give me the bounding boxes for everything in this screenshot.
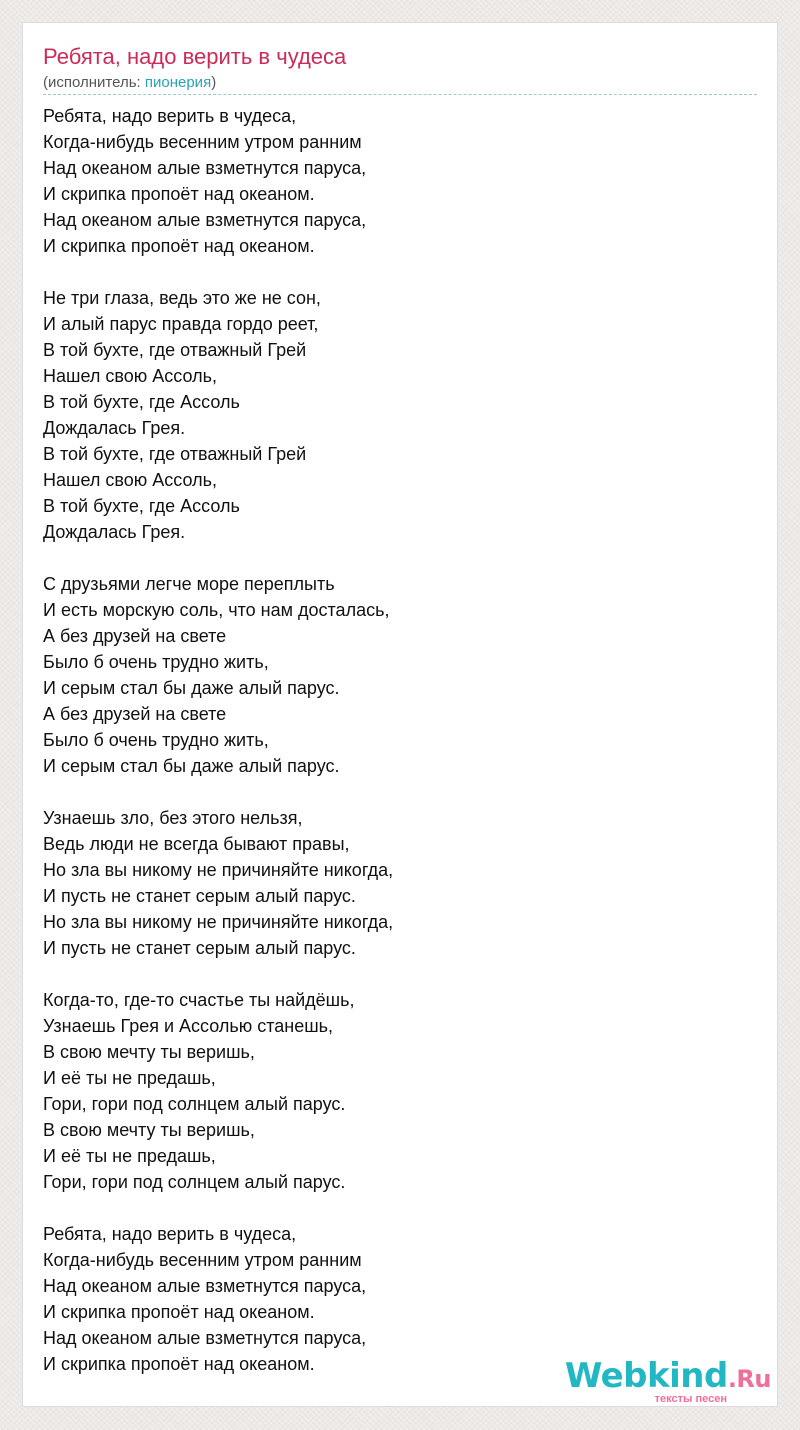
lyrics-line: Узнаешь зло, без этого нельзя,	[43, 808, 303, 828]
lyrics-line: Дождалась Грея.	[43, 522, 186, 542]
lyrics-stanza	[43, 987, 757, 1195]
artist-link[interactable]: пионерия	[144, 74, 212, 91]
lyrics-line: И скрипка пропоёт над океаном.	[43, 184, 315, 204]
lyrics-line: Ребята, надо верить в чудеса,	[43, 106, 297, 126]
lyrics-line: А без друзей на свете	[43, 704, 227, 724]
lyrics-line: В свою мечту ты веришь,	[43, 1042, 255, 1062]
lyrics-line: И пусть не станет серым алый парус.	[43, 886, 356, 906]
artist-suffix: )	[211, 74, 217, 91]
lyrics-line: В той бухте, где Ассоль	[43, 392, 240, 412]
lyrics-stanza	[43, 103, 757, 259]
lyrics-line: Когда-нибудь весенним утром ранним	[43, 1250, 362, 1270]
lyrics-line: В той бухте, где Ассоль	[43, 496, 240, 516]
lyrics-line: В свою мечту ты веришь,	[43, 1120, 255, 1140]
lyrics-line: И скрипка пропоёт над океаном.	[43, 236, 315, 256]
logo-main-text: Webkind	[564, 1356, 728, 1396]
lyrics-line: Когда-то, где-то счастье ты найдёшь,	[43, 990, 355, 1010]
lyrics-line: И алый парус правда гордо реет,	[43, 314, 319, 334]
lyrics-line: В той бухте, где отважный Грей	[43, 444, 307, 464]
lyrics-line: Но зла вы никому не причиняйте никогда,	[43, 912, 394, 932]
lyrics-line: Дождалась Грея.	[43, 418, 186, 438]
lyrics-line: Когда-нибудь весенним утром ранним	[43, 132, 362, 152]
lyrics-line: Гори, гори под солнцем алый парус.	[43, 1172, 346, 1192]
lyrics-card	[22, 22, 778, 1407]
lyrics-line: Узнаешь Грея и Ассолью станешь,	[43, 1016, 334, 1036]
lyrics-stanza	[43, 1221, 757, 1377]
lyrics-line: И её ты не предашь,	[43, 1068, 216, 1088]
lyrics-stanza	[43, 571, 757, 779]
lyrics-line: Гори, гори под солнцем алый парус.	[43, 1094, 346, 1114]
lyrics-line: Но зла вы никому не причиняйте никогда,	[43, 860, 394, 880]
lyrics-line: Ребята, надо верить в чудеса,	[43, 1224, 297, 1244]
lyrics-line: Над океаном алые взметнутся паруса,	[43, 158, 367, 178]
lyrics-body	[43, 103, 757, 1377]
title-divider	[43, 94, 757, 95]
lyrics-line: Ведь люди не всегда бывают правы,	[43, 834, 350, 854]
lyrics-stanza	[43, 285, 757, 545]
lyrics-line: Было б очень трудно жить,	[43, 730, 269, 750]
lyrics-line: Над океаном алые взметнутся паруса,	[43, 210, 367, 230]
logo-suffix-text: .Ru	[727, 1365, 771, 1393]
lyrics-line: Было б очень трудно жить,	[43, 652, 269, 672]
lyrics-line: В той бухте, где отважный Грей	[43, 340, 307, 360]
lyrics-line: Над океаном алые взметнутся паруса,	[43, 1328, 367, 1348]
lyrics-line: И серым стал бы даже алый парус.	[43, 678, 340, 698]
lyrics-stanza	[43, 805, 757, 961]
logo-tagline: тексты песен	[654, 1393, 727, 1405]
lyrics-line: И её ты не предашь,	[43, 1146, 216, 1166]
lyrics-line: Не три глаза, ведь это же не сон,	[43, 288, 321, 308]
lyrics-line: И есть морскую соль, что нам досталась,	[43, 600, 390, 620]
lyrics-line: С друзьями легче море переплыть	[43, 574, 335, 594]
lyrics-line: И пусть не станет серым алый парус.	[43, 938, 356, 958]
artist-line	[43, 73, 216, 93]
lyrics-line: Нашел свою Ассоль,	[43, 470, 217, 490]
lyrics-line: Нашел свою Ассоль,	[43, 366, 217, 386]
lyrics-line: Над океаном алые взметнутся паруса,	[43, 1276, 367, 1296]
lyrics-line: И серым стал бы даже алый парус.	[43, 756, 340, 776]
song-title: Ребята, надо верить в чудеса	[43, 44, 347, 69]
lyrics-line: И скрипка пропоёт над океаном.	[43, 1302, 315, 1322]
site-logo[interactable]	[564, 1356, 771, 1406]
lyrics-line: И скрипка пропоёт над океаном.	[43, 1354, 315, 1374]
artist-prefix: (исполнитель:	[43, 74, 145, 91]
lyrics-line: А без друзей на свете	[43, 626, 227, 646]
